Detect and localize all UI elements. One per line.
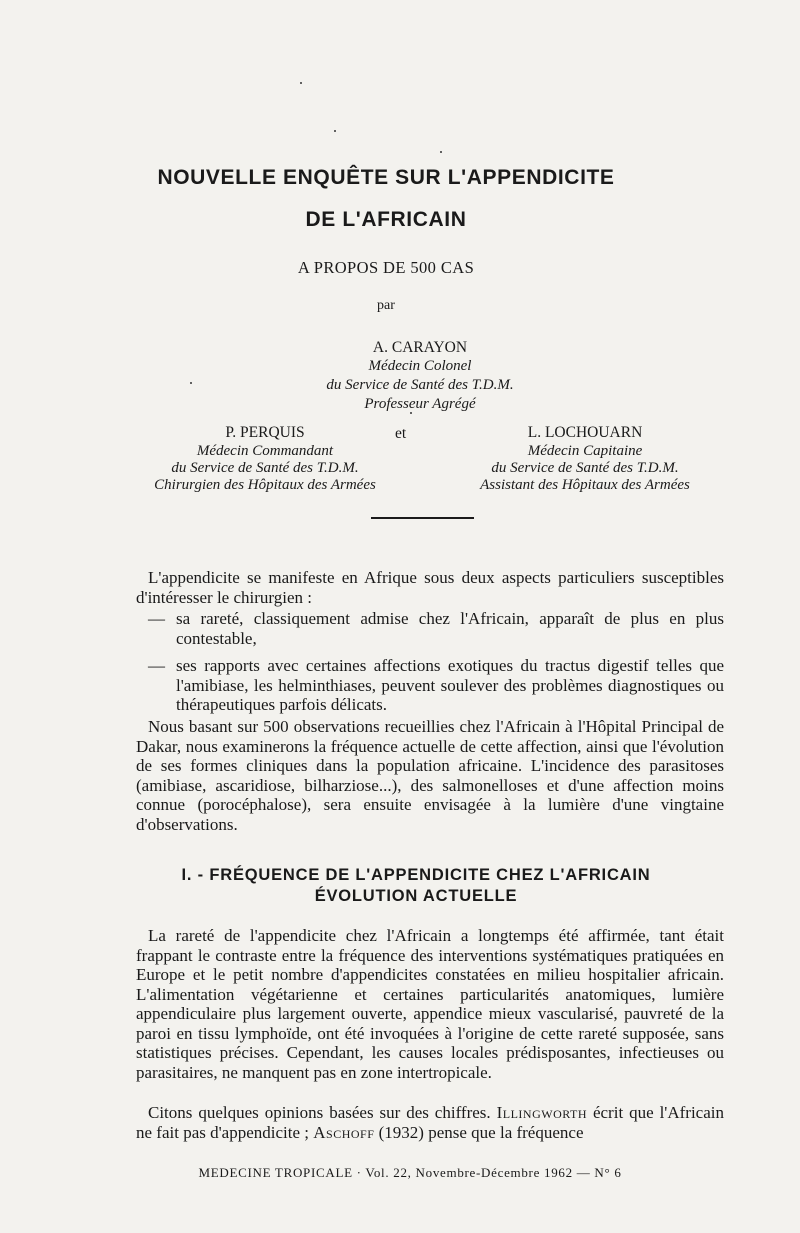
section-1-heading-line2: ÉVOLUTION ACTUELLE [314,887,518,905]
author-conjunction: et [395,425,407,442]
author-right-name: L. LOCHOUARN [527,424,643,441]
scan-speck [410,412,412,414]
author-main-role3: Professeur Agrégé [364,396,476,412]
cited-author-illingworth: Illingworth [496,1103,588,1122]
author-left-role3: Chirurgien des Hôpitaux des Armées [154,477,376,493]
cited-author-aschoff: Aschoff [313,1122,375,1142]
author-main-name: A. CARAYON [372,339,468,356]
intro-list-item-1-text: sa rareté, classiquement admise chez l'Africain, apparaît de plus en plus contestable, [176,609,724,648]
author-right-block [440,424,730,494]
section-1-paragraph-2-part-c: (1932) pense que la fréquence [374,1122,584,1142]
author-main-role1: Médecin Colonel [368,358,472,374]
section-1-heading-line1: I. - FRÉQUENCE DE L'APPENDICITE CHEZ L'AFRICAIN [181,866,651,884]
author-main-block [300,338,540,414]
intro-list-item-2 [148,656,724,715]
author-right-role3: Assistant des Hôpitaux des Armées [480,477,690,493]
section-1-paragraph-2 [136,1103,724,1142]
section-1-paragraph-1: La rareté de l'appendicite chez l'Africain a longtemps été affirmée, tant était frappant le contraste entre la fréquence des interventions systématiques pratiquées en Europe et le petit nombre d'appendicites constatées en milieu hospitalier africain. L'alimentation végétarienne et certaines particularités anatomiques, lumière appendiculaire plus largement ouverte, appendice mieux vascularisé, pauvreté de la paroi en tissu lymphoïde, ont été invoquées à l'origine de cette rareté supposée, sans statistiques précises. Cependant, les causes locales prédisposantes, infectieuses ou parasitaires, ne manquent pas en zone intertropicale. [136,926,724,1082]
article-title-line2: DE L'AFRICAIN [305,208,467,231]
intro-paragraph-1: L'appendicite se manifeste en Afrique sous deux aspects particuliers susceptibles d'intéresser le chirurgien : [136,568,724,607]
journal-footer: MEDECINE TROPICALE · Vol. 22, Novembre-Décembre 1962 — N° 6 [198,1165,622,1180]
author-left-role2: du Service de Santé des T.D.M. [171,460,359,476]
section-1-paragraph-2-part-a: Citons quelques opinions basées sur des chiffres. [148,1103,497,1122]
author-left-role1: Médecin Commandant [196,443,334,459]
author-left-block [120,424,410,494]
author-right-role1: Médecin Capitaine [527,443,643,459]
header-divider [371,517,474,519]
scan-speck [334,130,336,132]
byline-par: par [377,298,395,313]
section-1-paragraph-2-part-b: écrit que l'Africain ne fait pas d'appendicite ; [136,1103,725,1142]
intro-list-item-1 [148,609,724,648]
article-subtitle: A PROPOS DE 500 CAS [297,258,475,277]
dash-marker: — [148,609,165,628]
scan-speck [190,382,192,384]
author-main-role2: du Service de Santé des T.D.M. [326,377,514,393]
dash-marker: — [148,656,165,675]
article-title-line1: NOUVELLE ENQUÊTE SUR L'APPENDICITE [157,166,615,189]
author-left-name: P. PERQUIS [225,424,305,441]
author-right-role2: du Service de Santé des T.D.M. [491,460,679,476]
scan-speck [440,151,442,153]
intro-list-item-2-text: ses rapports avec certaines affections exotiques du tractus digestif telles que l'amibiase, les helminthiases, peuvent soulever des problèmes diagnostiques ou thérapeutiques parfois délicats. [176,656,724,714]
scan-speck [300,82,302,84]
intro-paragraph-2: Nous basant sur 500 observations recueillies chez l'Africain à l'Hôpital Principal de Dakar, nous examinerons la fréquence actuelle de cette affection, ainsi que l'évolution de ses formes cliniques dans la population africaine. L'incidence des parasitoses (amibiase, ascaridiose, bilharziose...), des salmonelloses et d'une affection moins connue (porocéphalose), sera ensuite envisagée à la lumière d'une vingtaine d'observations. [136,717,724,834]
